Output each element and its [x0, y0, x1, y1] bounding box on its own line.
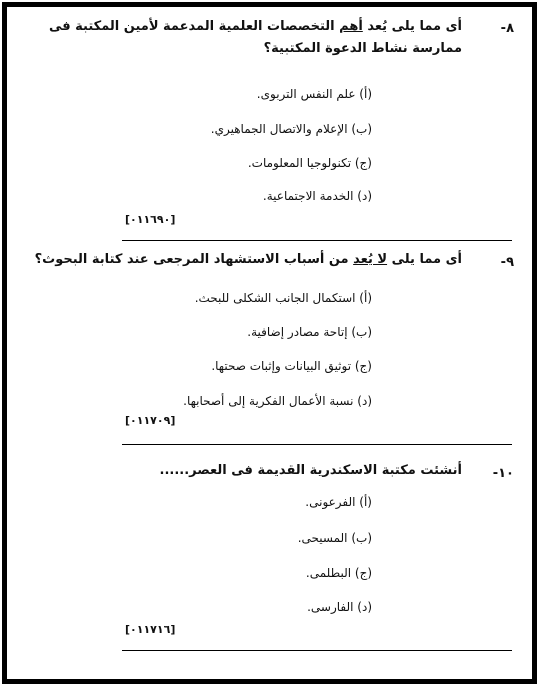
- separator-line: [122, 444, 512, 445]
- question-number: ١٠-: [492, 466, 514, 481]
- question-number: ٩-: [500, 255, 514, 270]
- option-a: (أ) استكمال الجانب الشكلى للبحث.: [194, 291, 372, 305]
- option-c: (ج) البطلمى.: [305, 566, 372, 580]
- option-c: (ج) توثيق البيانات وإثبات صحتها.: [211, 359, 372, 373]
- stem-text: أى مما يلى: [387, 252, 462, 267]
- question-code: [٠١١٧٠٩]: [125, 414, 176, 427]
- option-c: (ج) تكنولوجيا المعلومات.: [247, 156, 372, 170]
- option-a: (أ) علم النفس التربوى.: [256, 87, 372, 101]
- option-b: (ب) المسيحى.: [297, 531, 372, 545]
- stem-emphasis: أهم: [339, 19, 363, 34]
- question-stem: [27, 16, 462, 60]
- option-d: (د) نسبة الأعمال الفكرية إلى أصحابها.: [183, 394, 372, 408]
- stem-text: من أسباب الاستشهاد المرجعى عند كتابة البحوث؟: [34, 252, 354, 267]
- option-b: (ب) الإعلام والاتصال الجماهيري.: [210, 122, 372, 136]
- page-frame: [2, 2, 537, 684]
- option-d: (د) الفارسى.: [307, 600, 372, 614]
- question-code: [٠١١٧١٦]: [125, 623, 176, 636]
- stem-text: أنشئت مكتبة الاسكندرية القديمة فى العصر......: [159, 463, 462, 478]
- option-b: (ب) إتاحة مصادر إضافية.: [247, 325, 372, 339]
- stem-text: أى مما يلى يُعد: [362, 19, 462, 34]
- question-stem: [27, 249, 462, 271]
- stem-text: التخصصات العلمية المدعمة لأمين المكتبة فى ممارسة نشاط الدعوة المكتبية؟: [48, 19, 462, 56]
- separator-line: [122, 240, 512, 241]
- question-stem: [27, 460, 462, 482]
- stem-emphasis: لا يُعد: [353, 252, 388, 267]
- question-number: ٨-: [500, 21, 514, 36]
- separator-line: [122, 650, 512, 651]
- option-d: (د) الخدمة الاجتماعية.: [262, 189, 372, 203]
- question-code: [٠١١٦٩٠]: [125, 213, 176, 226]
- option-a: (أ) الفرعونى.: [305, 495, 372, 509]
